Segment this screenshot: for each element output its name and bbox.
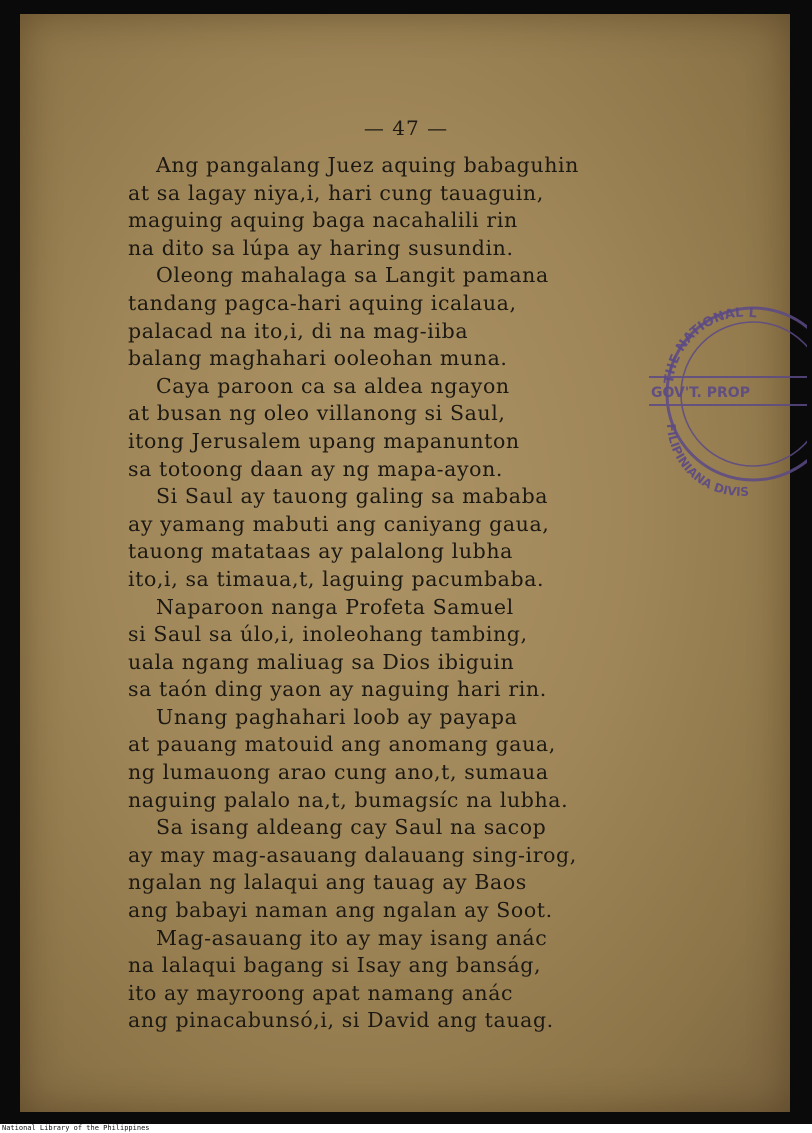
poem-line: na lalaqui bagang si Isay ang banság, [128, 953, 542, 978]
poem-line: Sa isang aldeang cay Saul na sacop [156, 815, 547, 840]
poem-line: tandang pagca-hari aquing icalaua, [128, 290, 517, 315]
footer-credit: National Library of the Philippines [2, 1124, 150, 1132]
poem-text [128, 152, 668, 1035]
poem-line: palacad na ito,i, di na mag-iiba [128, 318, 469, 343]
poem-line: at sa lagay niya,i, hari cung tauaguin, [128, 180, 544, 205]
poem-line: ng lumauong arao cung ano,t, sumaua [128, 760, 549, 785]
poem-line: sa totoong daan ay ng mapa-ayon. [128, 456, 504, 481]
poem-line: ito,i, sa timaua,t, laguing pacumbaba. [128, 566, 545, 591]
stamp-seal-icon [645, 289, 807, 499]
poem-line: naguing palalo na,t, bumagsíc na lubha. [128, 787, 569, 812]
poem-line: ay may mag-asauang dalauang sing-irog, [128, 842, 577, 867]
stamp-bottom-text: FILIPINIANA DIVIS [663, 423, 750, 499]
poem-line: si Saul sa úlo,i, inoleohang tambing, [128, 622, 528, 647]
poem-line: Unang paghahari loob ay payapa [156, 704, 518, 729]
poem-line: ay yamang mabuti ang caniyang gaua, [128, 511, 550, 536]
page-number: — 47 — [363, 116, 449, 140]
stamp-top-text: THE NATIONAL L [661, 305, 758, 385]
poem-line: at pauang matouid ang anomang gaua, [128, 732, 556, 757]
svg-text:FILIPINIANA DIVIS [664, 423, 749, 499]
poem-line: tauong matataas ay palalong lubha [128, 539, 513, 564]
poem-line: Mag-asauang ito ay may isang anác [156, 925, 548, 950]
poem-line: ang pinacabunsó,i, si David ang tauag. [128, 1008, 554, 1033]
poem-line: ito ay mayroong apat namang anác [128, 980, 514, 1005]
poem-line: ngalan ng lalaqui ang tauag ay Baos [128, 870, 527, 895]
stamp-middle-text: GOV'T. PROP [651, 385, 750, 401]
poem-line: Oleong mahalaga sa Langit pamana [156, 263, 549, 288]
poem-line: Si Saul ay tauong galing sa mababa [156, 484, 549, 509]
library-stamp [645, 289, 807, 499]
poem-line: sa taón ding yaon ay naguing hari rin. [128, 677, 547, 702]
poem-line: ang babayi naman ang ngalan ay Soot. [128, 898, 553, 923]
svg-text:THE NATIONAL L [662, 306, 758, 385]
poem-line: uala ngang maliuag sa Dios ibiguin [128, 649, 515, 674]
poem-line: Caya paroon ca sa aldea ngayon [156, 373, 510, 398]
poem-line: maguing aquing baga nacahalili rin [128, 208, 518, 233]
poem-line: at busan ng oleo villanong si Saul, [128, 401, 506, 426]
poem-line: Ang pangalang Juez aquing babaguhin [156, 153, 579, 177]
book-page [20, 14, 790, 1112]
poem-line: itong Jerusalem upang mapanunton [128, 428, 520, 453]
poem-line: balang maghahari ooleohan muna. [128, 346, 508, 371]
poem-line: na dito sa lúpa ay haring susundin. [128, 235, 514, 260]
poem-line: Naparoon nanga Profeta Samuel [156, 594, 514, 619]
